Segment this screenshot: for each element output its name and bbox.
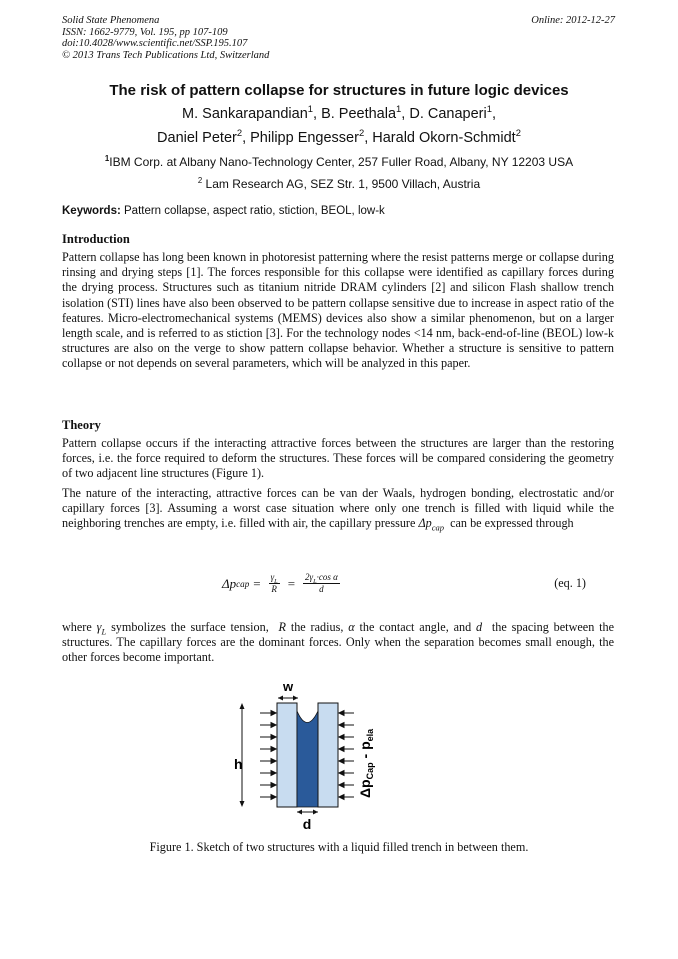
affiliation-sup: 1 (104, 154, 110, 163)
eq-equals: = (253, 575, 261, 591)
author-name: M. Sankarapandian (182, 106, 308, 122)
equation-number: (eq. 1) (554, 576, 586, 590)
author-sup: 2 (515, 127, 521, 139)
p3-text-c: the radius, (290, 620, 344, 634)
right-pressure-arrows (339, 711, 354, 800)
authors-line-1 (0, 103, 678, 122)
copyright-line: © 2013 Trans Tech Publications Ltd, Switzerland (62, 49, 270, 61)
author-sep: , (401, 106, 410, 122)
paper-title: The risk of pattern collapse for structures in future logic devices (109, 82, 569, 99)
doi-line: doi:10.4028/www.scientific.net/SSP.195.107 (62, 38, 248, 50)
h-label: h (234, 756, 243, 772)
author-sup: 2 (358, 127, 365, 139)
author-sep: , (242, 130, 251, 146)
author-name: Harald Okorn-Schmidt (372, 130, 516, 146)
author-sup: 1 (307, 103, 313, 115)
delta-p-sub: cap (431, 522, 445, 533)
theory-paragraph-2-end: can be expressed through (450, 516, 574, 531)
affiliation-1 (0, 155, 678, 169)
frac1-num-sub: L (274, 577, 278, 585)
author-sep: , (313, 106, 322, 122)
affiliation-sup: 2 (197, 176, 203, 185)
alpha-symbol: α (348, 620, 355, 634)
p3-text-e: the spacing between the structures. The capillary forces are the dominant forces. Only when the separation becomes small enough, the other forces become important. (62, 620, 615, 665)
liquid-fill (297, 711, 318, 807)
affiliation-text: IBM Corp. at Albany Nano-Technology Center, 257 Fuller Road, Albany, NY 12203 USA (109, 155, 574, 169)
pressure-label: $\Delta p_{Cap} - p_{ela}$ (357, 728, 375, 798)
equation-expression: Δp cap = $\frac{\gamma_L}{R}$ = $\frac{2\gamma_L\cdot\cos \alpha}{d}$ (222, 572, 338, 594)
issn-line: ISSN: 1662-9779, Vol. 195, pp 107-109 (62, 26, 228, 38)
d-arrow-left (297, 810, 302, 815)
keywords (62, 205, 622, 217)
left-structure (277, 703, 297, 807)
online-date: Online: 2012-12-27 (531, 15, 615, 26)
gamma-symbol: γ (96, 620, 102, 634)
author-sup: 1 (486, 103, 492, 115)
keywords-label: Keywords: (62, 205, 121, 217)
frac1-num: γ (270, 572, 275, 582)
eq-equals-2: = (287, 575, 296, 591)
journal-name: Solid State Phenomena (62, 15, 160, 26)
author-sup: 1 (396, 103, 402, 115)
eq-lhs: Δp (222, 575, 237, 591)
d-label: d (302, 816, 312, 832)
fraction-2 (303, 572, 340, 595)
frac2-num-rest: ·cos α (316, 572, 338, 582)
theory-paragraph-2 (62, 486, 614, 532)
section-heading-theory: Theory (62, 418, 101, 432)
p3-text-d: the contact angle, and (359, 620, 472, 634)
delta-p-symbol: Δp (418, 516, 432, 531)
p3-text-a: where (62, 620, 92, 634)
gamma-sub: L (101, 626, 107, 637)
authors-line-2 (0, 127, 678, 146)
equation-1 (0, 568, 678, 602)
w-label: w (282, 679, 294, 694)
theory-paragraph-1: Pattern collapse occurs if the interacting attractive forces between the structures are larger than the restoring forces, i.e. the force required to deform the structures. These forces will be compared considering the geometry of two adjacent line structures (Figure 1). (62, 436, 614, 481)
p3-text-b: symbolizes the surface tension, (111, 620, 269, 634)
journal-header (62, 15, 269, 61)
left-pressure-arrows (260, 711, 276, 800)
figure-1-sketch (228, 676, 378, 834)
affiliation-text: Lam Research AG, SEZ Str. 1, 9500 Villach, Austria (205, 177, 481, 191)
d-arrow-right (313, 810, 318, 815)
w-arrow-left (278, 696, 283, 701)
frac2-den: d (319, 584, 324, 594)
author-name: B. Peethala (321, 106, 397, 122)
author-sup: 2 (236, 127, 243, 139)
frac2-num: 2γ (305, 572, 314, 582)
radius-symbol: R (278, 620, 286, 634)
spacing-symbol: d (476, 620, 483, 634)
h-arrow-top (240, 703, 245, 709)
author-sep: , (364, 130, 373, 146)
author-name: D. Canaperi (409, 106, 487, 122)
author-name: Daniel Peter (157, 130, 237, 146)
right-structure (318, 703, 338, 807)
fraction-1 (269, 572, 280, 595)
w-arrow-right (293, 696, 298, 701)
author-sep: , (491, 106, 496, 122)
author-name: Philipp Engesser (250, 130, 359, 146)
frac2-num-sub: L (313, 577, 317, 585)
introduction-paragraph: Pattern collapse has long been known in photoresist patterning where the resist patterns merge or collapse during rinsing and drying steps [1]. The forces responsible for this collapse were identified as capillary forces during the drying process. Structures such as titanium nitride DRAM cylinders [2] and silicon Flash shallow trench isolation (STI) lines have also been observed to be pattern collapse sensitive due to increase in aspect ratio of the features. Micro-electromechanical systems (MEMS) devices also show a similar phenomenon, but on a larger length scale, and is referred to as stiction [3]. For the technology nodes <14 nm, back-end-of-line (BEOL) low-k structures are also on the verge to show pattern collapse behavior. Whether a structure is sensitive to pattern collapse or not depends on several parameters, which will be analyzed in this paper. (62, 250, 614, 371)
theory-paragraph-2-text: The nature of the interacting, attractive forces can be van der Waals, hydrogen bonding, electrostatic and/or capillary forces [3]. Assuming a worst case situation where only one trench is filled with liquid while the neighboring trenches are empty, i.e. filled with air, the capillary pressure (62, 486, 614, 531)
theory-paragraph-3 (62, 620, 614, 666)
figure-caption: Figure 1. Sketch of two structures with a liquid filled trench in between them. (149, 840, 529, 854)
keywords-text: Pattern collapse, aspect ratio, stiction, BEOL, low-k (124, 205, 385, 217)
affiliation-2 (0, 177, 678, 191)
h-arrow-bottom (240, 801, 245, 807)
section-heading-introduction: Introduction (62, 232, 130, 246)
frac1-den: R (271, 584, 277, 594)
